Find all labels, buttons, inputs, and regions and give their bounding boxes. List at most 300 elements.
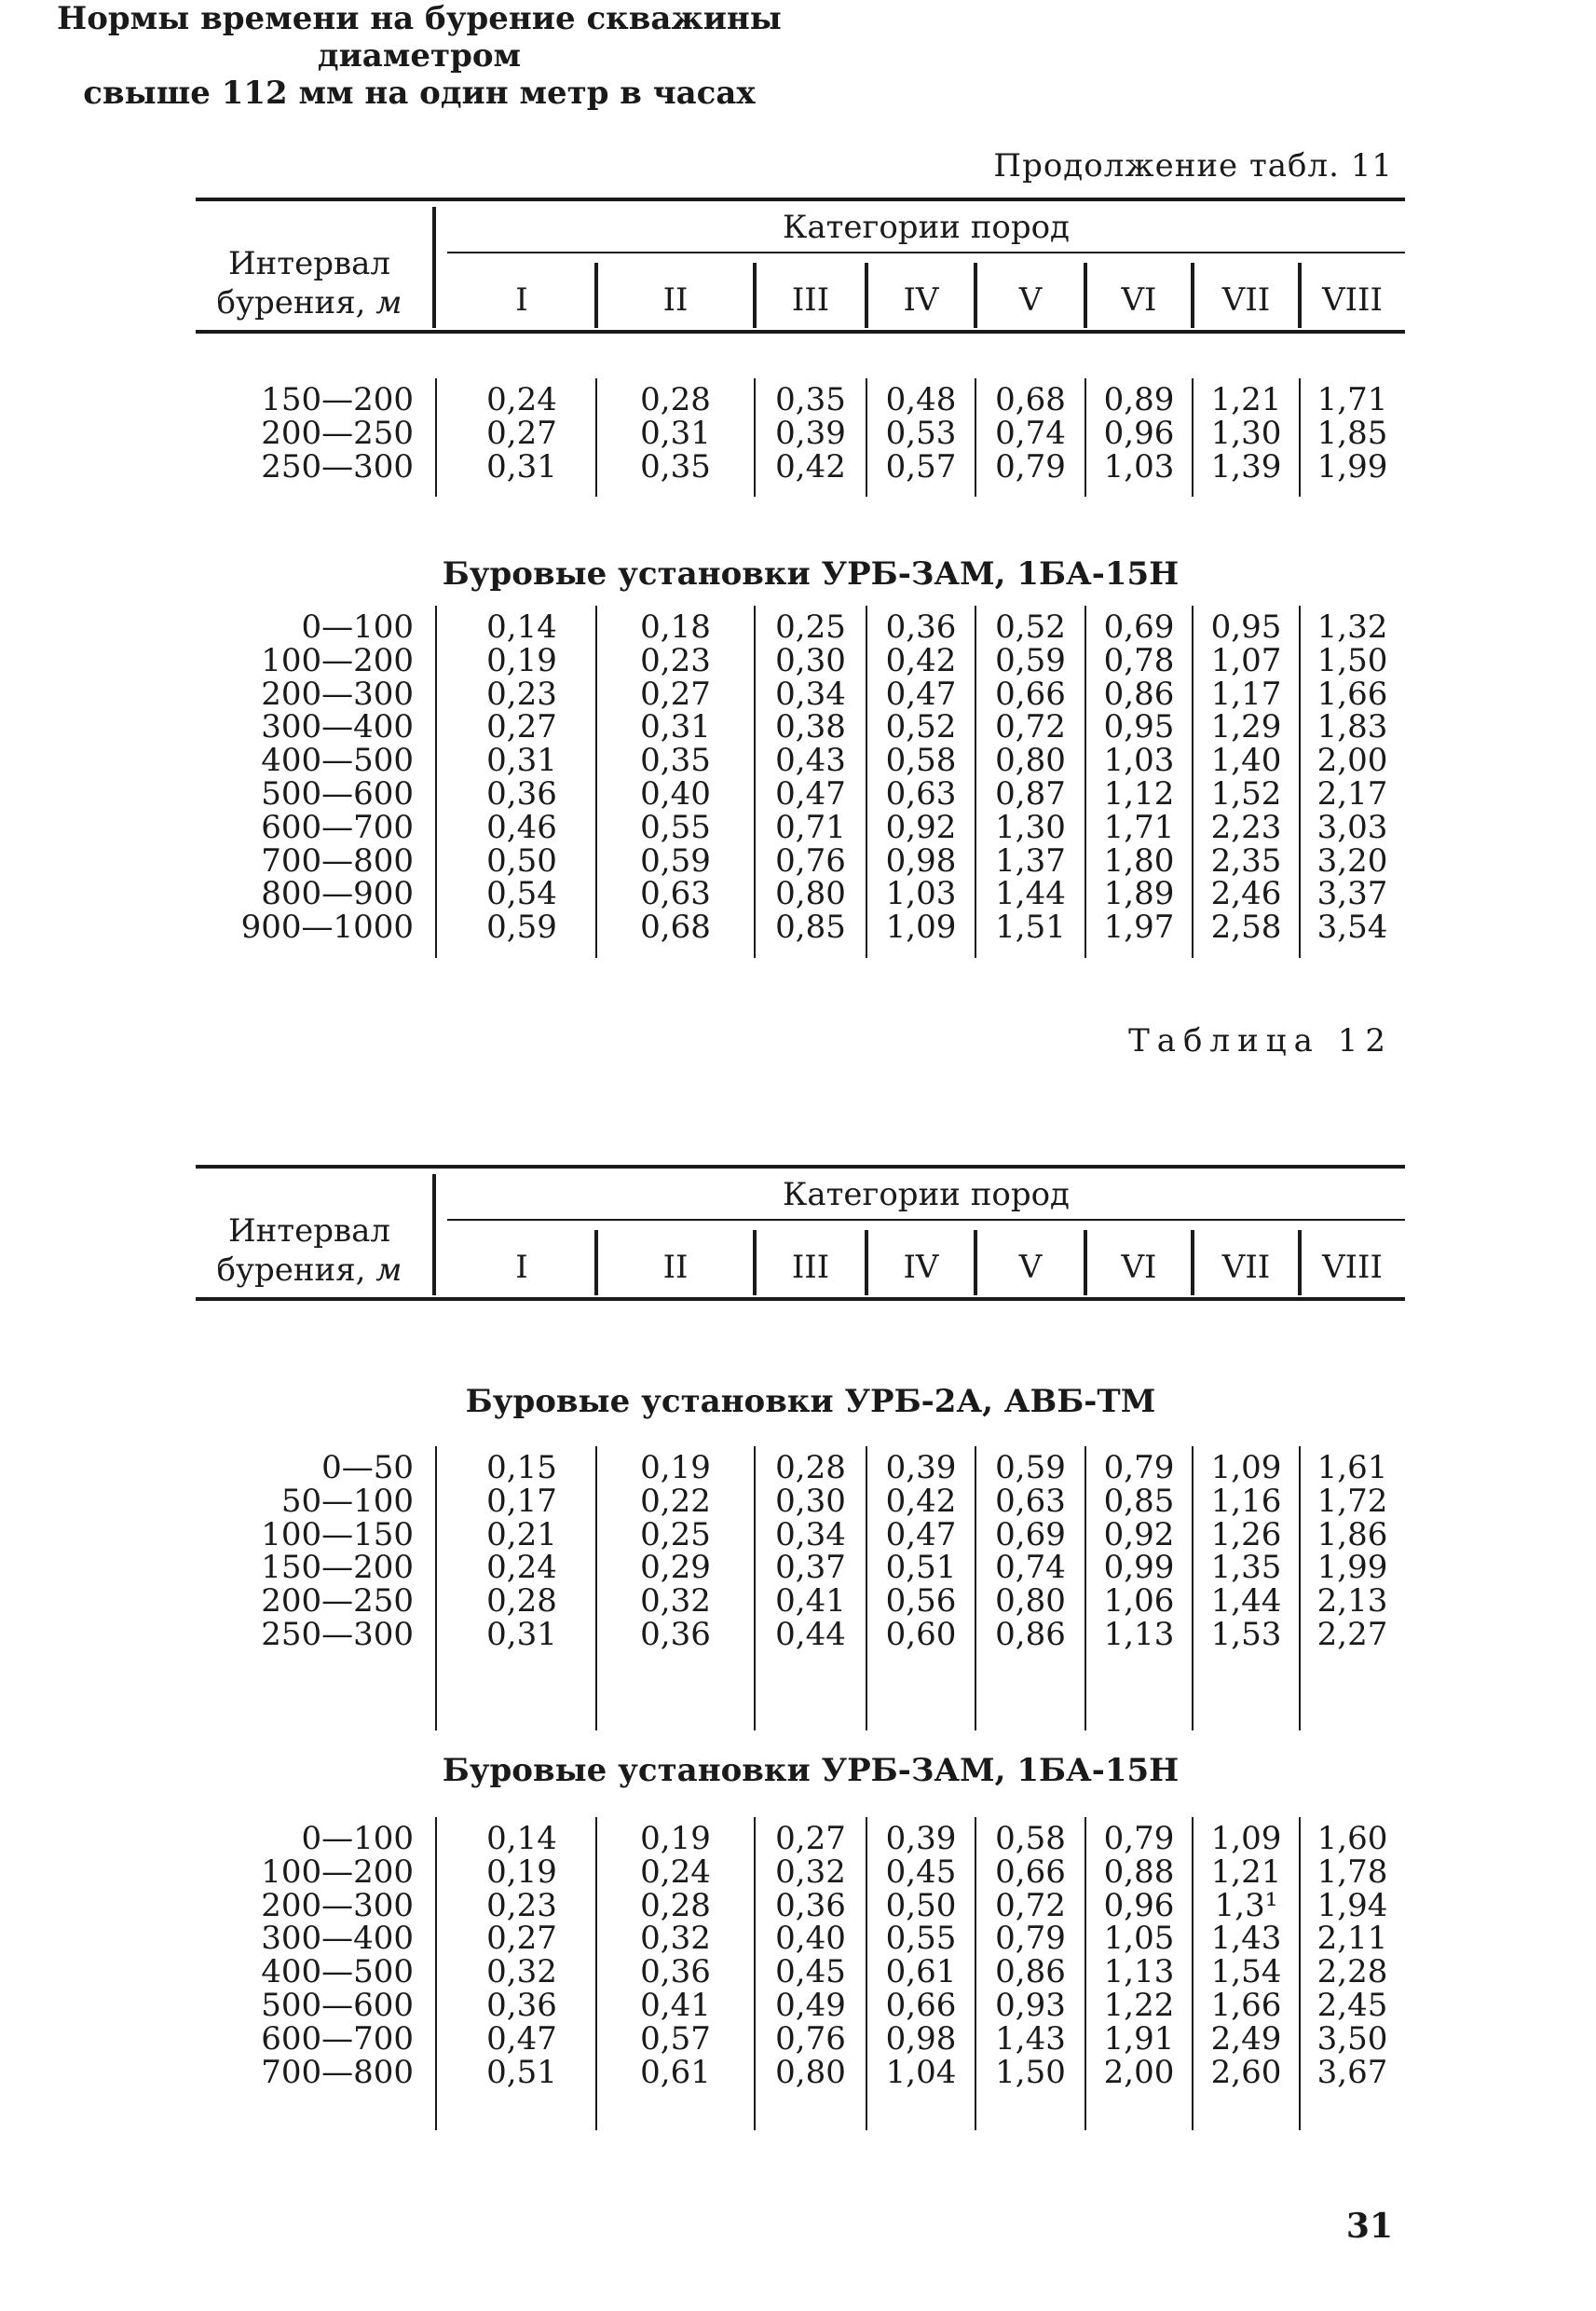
t11-sec-row-2-cat-5: 0,59: [995, 641, 1066, 679]
t11-sec-row-9-interval: 800—900: [261, 875, 414, 913]
t12-header-divider-4: [974, 1230, 977, 1295]
t11-sec-row-6-cat-1: 0,36: [486, 775, 557, 813]
t11-cont-row-2-cat-4: 0,53: [885, 414, 957, 452]
t11-sec-row-10-cat-7: 2,58: [1210, 909, 1282, 947]
t11-sec-divider-3: [866, 606, 867, 958]
t11-categories-rule: [447, 252, 1405, 253]
t12-s1-row-6-cat-7: 1,53: [1210, 1616, 1282, 1653]
t12-categories-label: Категории пород: [783, 1176, 1070, 1213]
t11-cont-row-3-cat-6: 1,03: [1103, 447, 1175, 485]
t11-sec-row-3-interval: 200—300: [261, 675, 414, 713]
t12-s2-row-2-cat-6: 0,88: [1103, 1853, 1175, 1891]
table-12-title: [0, 0, 839, 112]
t12-s1-row-2-cat-3: 0,30: [775, 1482, 846, 1520]
table-12-number: Таблица 12: [1128, 1022, 1393, 1060]
t12-s1-divider-2: [754, 1446, 756, 1730]
t12-s1-row-1-cat-6: 0,79: [1103, 1449, 1175, 1486]
t12-s1-row-2-interval: 50—100: [280, 1482, 414, 1520]
t11-cont-row-3-cat-8: 1,99: [1316, 447, 1388, 485]
t12-s1-row-3-interval: 100—150: [261, 1515, 414, 1553]
t11-sec-row-6-cat-2: 0,40: [640, 775, 711, 813]
t11-sec-row-1-cat-2: 0,18: [640, 609, 711, 646]
t12-s1-divider-5: [1084, 1446, 1086, 1730]
t11-sec-row-9-cat-4: 1,03: [885, 875, 957, 913]
t11-category-1: I: [515, 281, 528, 319]
t11-sec-divider-4: [975, 606, 976, 958]
t11-cont-divider-3: [866, 378, 867, 497]
interval-header-line-2: [198, 1251, 421, 1290]
t11-sec-row-9-cat-2: 0,63: [640, 875, 711, 913]
t12-s2-row-5-interval: 400—500: [261, 1953, 414, 1991]
t11-cont-divider-7: [1299, 378, 1301, 497]
t11-sec-row-2-cat-4: 0,42: [885, 641, 957, 679]
t12-s2-row-3-cat-3: 0,36: [775, 1886, 846, 1924]
t12-s2-row-4-cat-6: 1,05: [1103, 1920, 1175, 1958]
t12-s1-row-2-cat-1: 0,17: [486, 1482, 557, 1520]
t12-s2-row-4-interval: 300—400: [261, 1920, 414, 1958]
t12-s1-row-4-cat-2: 0,29: [640, 1549, 711, 1587]
t12-s1-row-4-cat-1: 0,24: [486, 1549, 557, 1587]
t12-s2-row-6-cat-2: 0,41: [640, 1987, 711, 2024]
t12-s1-row-1-cat-8: 1,61: [1316, 1449, 1388, 1486]
t12-s2-row-6-cat-1: 0,36: [486, 1987, 557, 2024]
t12-s1-row-4-cat-3: 0,37: [775, 1549, 846, 1587]
t11-sec-row-8-cat-5: 1,37: [995, 841, 1066, 880]
t12-s1-row-3-cat-3: 0,34: [775, 1515, 846, 1553]
t11-sec-row-4-cat-1: 0,27: [486, 708, 557, 746]
t11-sec-divider-5: [1084, 606, 1086, 958]
t11-sec-row-10-cat-6: 1,97: [1103, 909, 1175, 947]
t11-sec-row-4-cat-3: 0,38: [775, 708, 846, 746]
t12-s1-row-4-cat-4: 0,51: [885, 1549, 957, 1587]
t11-sec-row-7-interval: 600—700: [261, 808, 414, 846]
t12-header-divider-0: [432, 1174, 436, 1295]
t12-s1-row-5-cat-3: 0,41: [775, 1582, 846, 1620]
t11-sec-row-10-cat-1: 0,59: [486, 909, 557, 947]
t11-sec-row-7-cat-2: 0,55: [640, 808, 711, 846]
t12-s2-row-3-cat-2: 0,28: [640, 1886, 711, 1924]
t11-sec-row-2-cat-8: 1,50: [1316, 641, 1388, 679]
t11-sec-row-8-cat-4: 0,98: [885, 841, 957, 880]
t11-section-title: Буровые установки УРБ-ЗАМ, 1БА-15Н: [442, 555, 1180, 593]
t12-s2-row-3-interval: 200—300: [261, 1886, 414, 1924]
t11-sec-row-1-cat-4: 0,36: [885, 609, 957, 646]
t11-sec-row-9-cat-8: 3,37: [1316, 875, 1388, 913]
t11-header-divider-5: [1084, 263, 1087, 328]
t11-sec-row-3-cat-4: 0,47: [885, 675, 957, 713]
t11-cont-row-1-cat-5: 0,68: [995, 381, 1066, 418]
t11-sec-row-8-cat-3: 0,76: [775, 841, 846, 880]
t11-sec-row-6-cat-7: 1,52: [1210, 775, 1282, 813]
t12-s1-row-3-cat-2: 0,25: [640, 1515, 711, 1553]
t11-sec-row-10-cat-4: 1,09: [885, 909, 957, 947]
t12-s1-row-6-cat-5: 0,86: [995, 1616, 1066, 1653]
t11-sec-row-2-interval: 100—200: [261, 641, 414, 679]
t12-s2-divider-5: [1084, 1817, 1086, 2130]
t12-s1-divider-7: [1299, 1446, 1301, 1730]
t11-cont-divider-4: [975, 378, 976, 497]
t12-s2-row-8-interval: 700—800: [261, 2053, 414, 2091]
t11-top-rule: [196, 198, 1405, 201]
t11-sec-row-4-cat-4: 0,52: [885, 708, 957, 746]
t12-s1-row-1-cat-4: 0,39: [885, 1449, 957, 1486]
t11-sec-row-6-cat-6: 1,12: [1103, 775, 1175, 813]
t12-s2-row-6-cat-3: 0,49: [775, 1987, 846, 2024]
t12-s2-row-4-cat-2: 0,32: [640, 1920, 711, 1958]
t12-header-divider-7: [1298, 1230, 1302, 1295]
t12-s1-row-6-cat-3: 0,44: [775, 1616, 846, 1653]
t11-sec-row-9-cat-5: 1,44: [995, 875, 1066, 913]
t11-sec-row-2-cat-2: 0,23: [640, 641, 711, 679]
t12-s2-row-2-cat-4: 0,45: [885, 1853, 957, 1891]
t11-sec-row-1-interval: 0—100: [301, 609, 414, 646]
t12-header-divider-2: [753, 1230, 757, 1295]
t11-category-5: V: [1018, 281, 1043, 319]
t11-cont-row-1-interval: 150—200: [261, 381, 414, 418]
t12-s2-row-4-cat-5: 0,79: [995, 1920, 1066, 1958]
t12-s2-row-1-cat-4: 0,39: [885, 1820, 957, 1857]
t12-s1-row-3-cat-1: 0,21: [486, 1515, 557, 1553]
t12-s1-row-4-cat-5: 0,74: [995, 1549, 1066, 1587]
t12-s2-divider-2: [754, 1817, 756, 2130]
t11-sec-row-3-cat-3: 0,34: [775, 675, 846, 713]
t12-s2-row-1-cat-2: 0,19: [640, 1820, 711, 1857]
t12-s2-row-7-cat-2: 0,57: [640, 2019, 711, 2058]
t11-sec-row-4-cat-8: 1,83: [1316, 708, 1388, 746]
t11-header-divider-6: [1191, 263, 1194, 328]
t12-header-divider-6: [1191, 1230, 1194, 1295]
t12-s2-row-7-cat-3: 0,76: [775, 2019, 846, 2058]
t11-cont-row-2-cat-1: 0,27: [486, 414, 557, 452]
t11-sec-row-1-cat-3: 0,25: [775, 609, 846, 646]
interval-header-line-1: Интервал: [227, 1212, 391, 1250]
t11-sec-row-1-cat-6: 0,69: [1103, 609, 1175, 646]
t12-s2-row-5-cat-2: 0,36: [640, 1953, 711, 1991]
t11-sec-row-8-cat-7: 2,35: [1210, 841, 1282, 880]
t12-s2-divider-1: [595, 1817, 597, 2130]
t11-cont-divider-2: [754, 378, 756, 497]
t12-s2-row-8-cat-2: 0,61: [640, 2053, 711, 2091]
t12-s1-row-5-cat-4: 0,56: [885, 1582, 957, 1620]
t12-s2-row-4-cat-1: 0,27: [486, 1920, 557, 1958]
t12-s2-row-1-cat-1: 0,14: [486, 1820, 557, 1857]
t12-s1-row-2-cat-6: 0,85: [1103, 1482, 1175, 1520]
t12-s2-row-1-cat-8: 1,60: [1316, 1820, 1388, 1857]
t11-sec-row-8-interval: 700—800: [261, 841, 414, 880]
t12-s1-row-6-interval: 250—300: [261, 1616, 414, 1653]
t12-s1-row-2-cat-7: 1,16: [1210, 1482, 1282, 1520]
t11-category-3: III: [791, 281, 830, 319]
t11-cont-row-3-cat-5: 0,79: [995, 447, 1066, 485]
t11-cont-row-2-cat-2: 0,31: [640, 414, 711, 452]
t12-s2-row-7-cat-1: 0,47: [486, 2019, 557, 2058]
t11-sec-row-7-cat-5: 1,30: [995, 808, 1066, 846]
t12-s2-row-3-cat-6: 0,96: [1103, 1886, 1175, 1924]
t12-s2-row-3-cat-1: 0,23: [486, 1886, 557, 1924]
t12-s2-row-6-cat-8: 2,45: [1316, 1987, 1388, 2024]
t11-sec-row-2-cat-1: 0,19: [486, 641, 557, 679]
t12-s1-row-5-cat-7: 1,44: [1210, 1582, 1282, 1620]
t11-interval-header: [198, 244, 421, 322]
t12-header-divider-1: [594, 1230, 598, 1295]
t12-s2-row-5-cat-1: 0,32: [486, 1953, 557, 1991]
t12-top-rule: [196, 1165, 1405, 1169]
t12-s2-row-3-cat-7: 1,3¹: [1214, 1886, 1278, 1924]
t11-cont-row-3-cat-3: 0,42: [775, 447, 846, 485]
t11-sec-divider-0: [435, 606, 437, 958]
t11-sec-row-3-cat-7: 1,17: [1210, 675, 1282, 713]
t12-s1-row-1-cat-5: 0,59: [995, 1449, 1066, 1486]
t12-s1-row-2-cat-5: 0,63: [995, 1482, 1066, 1520]
t11-cont-row-1-cat-2: 0,28: [640, 381, 711, 418]
t12-categories-rule: [447, 1219, 1405, 1221]
t12-s2-divider-0: [435, 1817, 437, 2130]
t12-s2-row-3-cat-5: 0,72: [995, 1886, 1066, 1924]
t12-s2-row-7-cat-4: 0,98: [885, 2019, 957, 2058]
t11-sec-row-9-cat-1: 0,54: [486, 875, 557, 913]
t12-s1-divider-0: [435, 1446, 437, 1730]
t11-cont-row-1-cat-8: 1,71: [1316, 381, 1388, 418]
t11-sec-row-2-cat-7: 1,07: [1210, 641, 1282, 679]
t11-header-divider-0: [432, 207, 436, 328]
t12-s1-row-4-cat-6: 0,99: [1103, 1549, 1175, 1587]
t11-sec-row-6-cat-8: 2,17: [1316, 775, 1388, 813]
t12-s2-row-2-cat-7: 1,21: [1210, 1853, 1282, 1891]
t12-s1-row-4-cat-7: 1,35: [1210, 1549, 1282, 1587]
t11-category-2: II: [662, 281, 689, 319]
t11-sec-row-4-cat-6: 0,95: [1103, 708, 1175, 746]
t11-cont-row-1-cat-3: 0,35: [775, 381, 846, 418]
t12-s2-row-2-cat-3: 0,32: [775, 1853, 846, 1891]
t12-s1-row-3-cat-6: 0,92: [1103, 1515, 1175, 1553]
t12-s1-row-6-cat-8: 2,27: [1316, 1616, 1388, 1653]
t11-cont-row-3-interval: 250—300: [261, 447, 414, 485]
t11-category-8: VIII: [1322, 281, 1383, 319]
t11-sec-row-5-cat-2: 0,35: [640, 742, 711, 780]
t12-s1-row-4-interval: 150—200: [261, 1549, 414, 1587]
t11-sec-row-2-cat-6: 0,78: [1103, 641, 1175, 679]
t11-cont-row-2-cat-8: 1,85: [1316, 414, 1388, 452]
t12-s2-row-2-cat-2: 0,24: [640, 1853, 711, 1891]
t11-sec-row-7-cat-7: 2,23: [1210, 808, 1282, 846]
t12-s2-row-4-cat-3: 0,40: [775, 1920, 846, 1958]
t12-s1-section-title: Буровые установки УРБ-2А, АВБ-ТМ: [465, 1383, 1156, 1420]
t11-sec-row-1-cat-1: 0,14: [486, 609, 557, 646]
t11-sec-row-8-cat-8: 3,20: [1316, 841, 1388, 880]
t12-s1-row-5-cat-8: 2,13: [1316, 1582, 1388, 1620]
t12-s2-row-8-cat-1: 0,51: [486, 2053, 557, 2091]
t11-cont-divider-6: [1192, 378, 1194, 497]
t12-s1-row-1-cat-7: 1,09: [1210, 1449, 1282, 1486]
t11-sec-row-9-cat-7: 2,46: [1210, 875, 1282, 913]
t12-category-6: VI: [1121, 1249, 1157, 1286]
t11-sec-row-10-cat-5: 1,51: [995, 909, 1066, 947]
table-12-title-line-2: свыше 112 мм на один метр в часах: [83, 75, 756, 112]
t11-cont-row-1-cat-6: 0,89: [1103, 381, 1175, 418]
t12-category-8: VIII: [1322, 1249, 1383, 1286]
t12-s1-row-3-cat-4: 0,47: [885, 1515, 957, 1553]
t12-s2-row-4-cat-7: 1,43: [1210, 1920, 1282, 1958]
t12-header-divider-5: [1084, 1230, 1087, 1295]
interval-header-prefix: бурения,: [216, 1251, 376, 1289]
t12-s1-row-2-cat-4: 0,42: [885, 1482, 957, 1520]
t12-s2-row-8-cat-3: 0,80: [775, 2053, 846, 2091]
t12-s2-row-6-cat-6: 1,22: [1103, 1987, 1175, 2024]
t11-sec-row-5-cat-4: 0,58: [885, 742, 957, 780]
t12-s2-row-6-interval: 500—600: [261, 1987, 414, 2024]
t11-cont-row-1-cat-4: 0,48: [885, 381, 957, 418]
t12-s1-row-6-cat-1: 0,31: [486, 1616, 557, 1653]
t11-sec-divider-7: [1299, 606, 1301, 958]
t11-sec-row-9-cat-6: 1,89: [1103, 875, 1175, 913]
t12-s2-row-8-cat-5: 1,50: [995, 2053, 1066, 2091]
t12-s2-row-1-cat-3: 0,27: [775, 1820, 846, 1857]
t12-s1-divider-6: [1192, 1446, 1194, 1730]
t12-interval-header: [198, 1211, 421, 1290]
t11-sec-row-8-cat-6: 1,80: [1103, 841, 1175, 880]
t12-s2-row-5-cat-3: 0,45: [775, 1953, 846, 1991]
t11-header-divider-7: [1298, 263, 1302, 328]
t11-sec-row-9-cat-3: 0,80: [775, 875, 846, 913]
t11-sec-divider-6: [1192, 606, 1194, 958]
t12-s1-row-6-cat-2: 0,36: [640, 1616, 711, 1653]
t12-s2-row-1-cat-7: 1,09: [1210, 1820, 1282, 1857]
t12-s2-row-8-cat-6: 2,00: [1103, 2053, 1175, 2091]
t12-s2-row-3-cat-4: 0,50: [885, 1886, 957, 1924]
t12-s1-divider-1: [595, 1446, 597, 1730]
t12-s2-divider-3: [866, 1817, 867, 2130]
t12-s2-row-5-cat-5: 0,86: [995, 1953, 1066, 1991]
t12-s2-row-2-cat-1: 0,19: [486, 1853, 557, 1891]
t11-sec-row-10-interval: 900—1000: [240, 909, 414, 947]
t12-s2-row-6-cat-4: 0,66: [885, 1987, 957, 2024]
t12-s1-row-3-cat-8: 1,86: [1316, 1515, 1388, 1553]
t11-cont-divider-0: [435, 378, 437, 497]
t12-s1-row-1-cat-2: 0,19: [640, 1449, 711, 1486]
t11-cont-row-2-cat-3: 0,39: [775, 414, 846, 452]
t12-s2-divider-4: [975, 1817, 976, 2130]
t12-s2-row-4-cat-4: 0,55: [885, 1920, 957, 1958]
t12-category-7: VII: [1221, 1249, 1271, 1286]
t12-s1-row-5-cat-2: 0,32: [640, 1582, 711, 1620]
t12-s2-row-5-cat-4: 0,61: [885, 1953, 957, 1991]
t11-sec-row-6-cat-5: 0,87: [995, 775, 1066, 813]
t12-s1-row-5-cat-5: 0,80: [995, 1582, 1066, 1620]
t12-s2-row-1-cat-5: 0,58: [995, 1820, 1066, 1857]
t11-category-6: VI: [1121, 281, 1157, 319]
t12-s2-row-7-cat-7: 2,49: [1210, 2019, 1282, 2058]
t12-category-2: II: [662, 1249, 689, 1286]
t12-s1-row-5-interval: 200—250: [261, 1582, 414, 1620]
t12-header-divider-3: [865, 1230, 868, 1295]
t12-s2-row-6-cat-5: 0,93: [995, 1987, 1066, 2024]
t12-s1-row-3-cat-5: 0,69: [995, 1515, 1066, 1553]
t11-sec-row-10-cat-3: 0,85: [775, 909, 846, 947]
t12-s2-row-7-cat-6: 1,91: [1103, 2019, 1175, 2058]
t12-category-4: IV: [903, 1249, 939, 1286]
t11-sec-row-5-interval: 400—500: [261, 742, 414, 780]
t12-s1-divider-3: [866, 1446, 867, 1730]
t11-cont-divider-5: [1084, 378, 1086, 497]
t11-sec-row-3-cat-5: 0,66: [995, 675, 1066, 713]
t12-category-1: I: [515, 1249, 528, 1286]
t12-s2-section-title: Буровые установки УРБ-ЗАМ, 1БА-15Н: [442, 1752, 1180, 1789]
t11-cont-row-3-cat-1: 0,31: [486, 447, 557, 485]
t12-s2-row-2-interval: 100—200: [261, 1853, 414, 1891]
t11-category-7: VII: [1221, 281, 1271, 319]
continuation-title: Продолжение табл. 11: [993, 147, 1393, 185]
t12-s2-row-2-cat-8: 1,78: [1316, 1853, 1388, 1891]
t11-sec-row-3-cat-8: 1,66: [1316, 675, 1388, 713]
t12-s1-row-5-cat-6: 1,06: [1103, 1582, 1175, 1620]
t11-sec-row-4-cat-2: 0,31: [640, 708, 711, 746]
t11-sec-row-5-cat-7: 1,40: [1210, 742, 1282, 780]
t11-sec-row-6-interval: 500—600: [261, 775, 414, 813]
t12-s2-row-8-cat-8: 3,67: [1316, 2053, 1388, 2091]
interval-header-line-1: Интервал: [227, 245, 391, 282]
table-12-title-line-1: Нормы времени на бурение скважины диаметром: [57, 0, 782, 75]
t12-s1-row-4-cat-8: 1,99: [1316, 1549, 1388, 1587]
t11-cont-row-1-cat-7: 1,21: [1210, 381, 1282, 418]
t11-bottom-rule: [196, 330, 1405, 334]
t11-sec-divider-2: [754, 606, 756, 958]
t11-sec-row-7-cat-4: 0,92: [885, 808, 957, 846]
t12-s2-row-7-cat-8: 3,50: [1316, 2019, 1388, 2058]
t11-sec-row-5-cat-1: 0,31: [486, 742, 557, 780]
t12-category-3: III: [791, 1249, 830, 1286]
t12-s1-row-1-interval: 0—50: [321, 1449, 414, 1486]
t11-header-divider-4: [974, 263, 977, 328]
t11-sec-row-1-cat-8: 1,32: [1316, 609, 1388, 646]
t12-s1-row-2-cat-2: 0,22: [640, 1482, 711, 1520]
t12-s1-row-6-cat-4: 0,60: [885, 1616, 957, 1653]
t12-s2-row-4-cat-8: 2,11: [1316, 1920, 1388, 1958]
t11-sec-row-8-cat-1: 0,50: [486, 841, 557, 880]
t11-sec-row-6-cat-3: 0,47: [775, 775, 846, 813]
t12-s2-row-8-cat-7: 2,60: [1210, 2053, 1282, 2091]
t11-header-divider-2: [753, 263, 757, 328]
interval-header-line-2: [198, 283, 421, 322]
t11-sec-row-6-cat-4: 0,63: [885, 775, 957, 813]
t11-sec-row-7-cat-8: 3,03: [1316, 808, 1388, 846]
t12-s2-row-7-cat-5: 1,43: [995, 2019, 1066, 2058]
t11-categories-label: Категории пород: [783, 209, 1070, 246]
t12-s1-row-6-cat-6: 1,13: [1103, 1616, 1175, 1653]
interval-unit: м: [375, 284, 402, 321]
t11-sec-row-5-cat-5: 0,80: [995, 742, 1066, 780]
t12-category-5: V: [1018, 1249, 1043, 1286]
t12-s1-row-3-cat-7: 1,26: [1210, 1515, 1282, 1553]
t11-sec-row-5-cat-6: 1,03: [1103, 742, 1175, 780]
t11-cont-row-3-cat-2: 0,35: [640, 447, 711, 485]
t12-s2-row-5-cat-8: 2,28: [1316, 1953, 1388, 1991]
t11-cont-row-2-cat-6: 0,96: [1103, 414, 1175, 452]
t12-s1-row-2-cat-8: 1,72: [1316, 1482, 1388, 1520]
t11-cont-row-2-cat-5: 0,74: [995, 414, 1066, 452]
t11-sec-row-7-cat-3: 0,71: [775, 808, 846, 846]
t11-sec-row-3-cat-2: 0,27: [640, 675, 711, 713]
t11-sec-row-7-cat-1: 0,46: [486, 808, 557, 846]
t11-sec-row-4-cat-7: 1,29: [1210, 708, 1282, 746]
t11-sec-row-4-interval: 300—400: [261, 708, 414, 746]
t11-sec-row-10-cat-2: 0,68: [640, 909, 711, 947]
t12-s1-row-5-cat-1: 0,28: [486, 1582, 557, 1620]
t12-s2-divider-6: [1192, 1817, 1194, 2130]
t11-cont-row-3-cat-4: 0,57: [885, 447, 957, 485]
t11-header-divider-1: [594, 263, 598, 328]
t12-s2-row-3-cat-8: 1,94: [1316, 1886, 1388, 1924]
t12-s2-row-1-cat-6: 0,79: [1103, 1820, 1175, 1857]
